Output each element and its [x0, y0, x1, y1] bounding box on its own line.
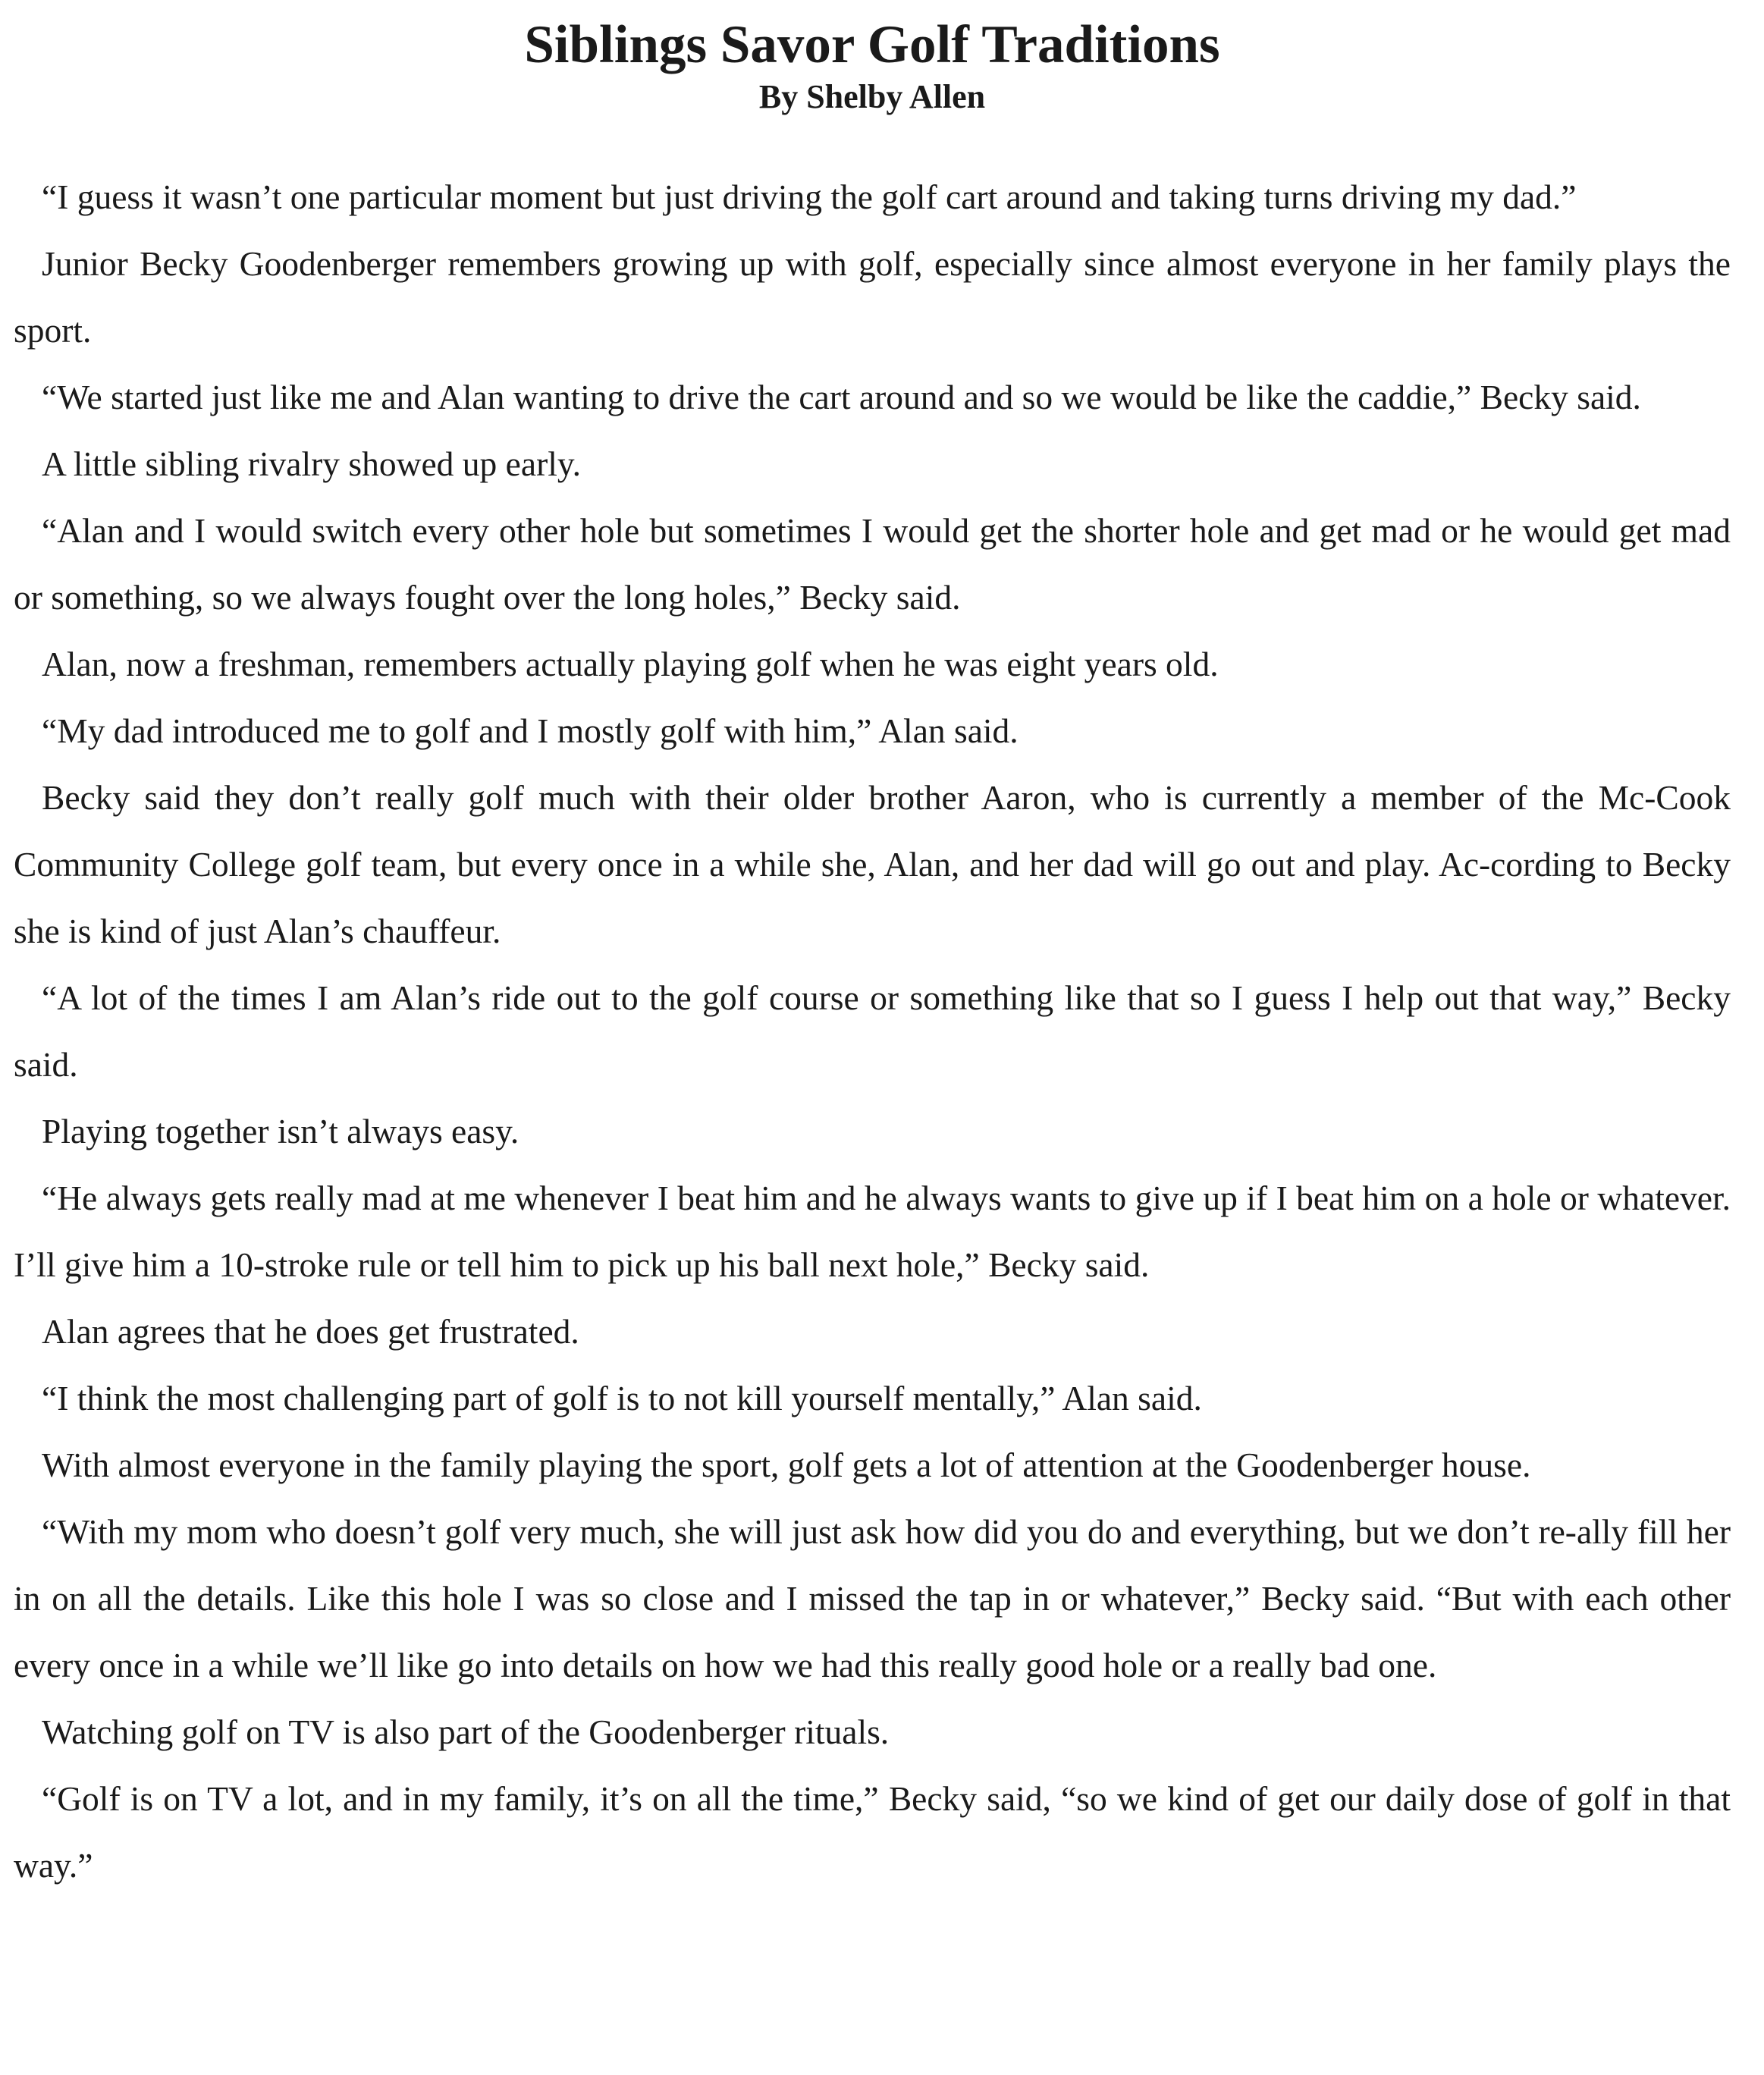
article-title: Siblings Savor Golf Traditions — [524, 15, 1220, 74]
paragraph: “A lot of the times I am Alan’s ride out to the golf course or something like that so I guess I help out that way,” Becky said. — [14, 978, 1731, 1084]
paragraph: “My dad introduced me to golf and I mostly golf with him,” Alan said. — [42, 711, 1019, 750]
paragraph: “I guess it wasn’t one particular moment but just driving the golf cart around and taking turns driving my dad.” — [42, 177, 1577, 216]
paragraph: Becky said they don’t really golf much with their older brother Aaron, who is currently a member of the Mc-Cook Community College golf team, but every once in a while she, Alan, and her dad will go out and play. Ac-cording to Becky she is kind of just Alan’s chauffeur. — [14, 778, 1731, 950]
paragraph: “He always gets really mad at me whenever I beat him and he always wants to give up if I beat him on a hole or whatever. I’ll give him a 10-stroke rule or tell him to pick up his ball next hole,” Becky said. — [14, 1179, 1731, 1284]
paragraph: “I think the most challenging part of golf is to not kill yourself mentally,” Alan said. — [42, 1379, 1202, 1417]
paragraph: “Alan and I would switch every other hole but sometimes I would get the shorter hole and get mad or he would get mad or something, so we always fought over the long holes,” Becky said. — [14, 511, 1731, 617]
paragraph: Alan agrees that he does get frustrated. — [42, 1312, 579, 1351]
paragraph: Junior Becky Goodenberger remembers growing up with golf, especially since almost everyone in her family plays the sport. — [14, 244, 1731, 350]
paragraph: “With my mom who doesn’t golf very much, she will just ask how did you do and everything, but we don’t re-ally fill her in on all the details. Like this hole I was so close and I missed the tap in or whatever,” Becky said. “But with each other every once in a while we’ll like go into details on how we had this really good hole or a really bad one. — [14, 1512, 1731, 1684]
paragraph: Playing together isn’t always easy. — [42, 1112, 519, 1151]
paragraph: Watching golf on TV is also part of the Goodenberger rituals. — [42, 1712, 890, 1751]
article-byline: By Shelby Allen — [758, 78, 986, 115]
paragraph: “We started just like me and Alan wanting to drive the cart around and so we would be like the caddie,” Becky said. — [42, 378, 1641, 416]
paragraph: “Golf is on TV a lot, and in my family, it’s on all the time,” Becky said, “so we kind of get our daily dose of golf in that way.” — [14, 1779, 1731, 1885]
paragraph: A little sibling rivalry showed up early. — [42, 444, 582, 483]
paragraph: Alan, now a freshman, remembers actually playing golf when he was eight years old. — [42, 645, 1219, 683]
paragraph: With almost everyone in the family playing the sport, golf gets a lot of attention at the Goodenberger house. — [42, 1446, 1531, 1484]
article-body — [14, 164, 1731, 1899]
article-header — [14, 0, 1731, 117]
